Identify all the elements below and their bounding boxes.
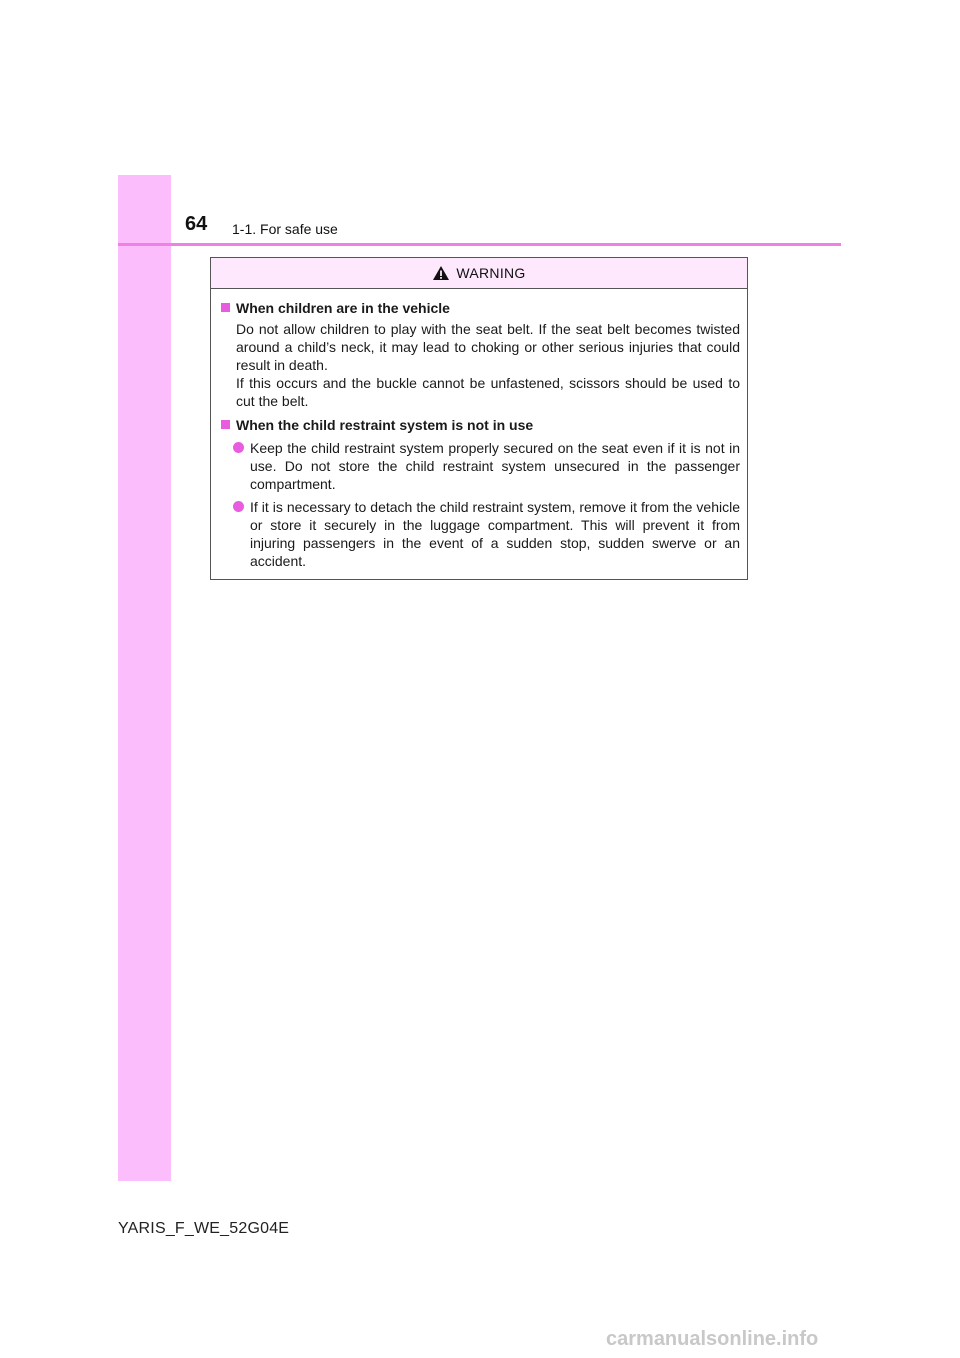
warning-title: WARNING	[456, 265, 526, 281]
section-heading	[218, 416, 740, 434]
section-title: 1-1. For safe use	[232, 221, 338, 237]
chapter-sidebar-tab	[118, 175, 171, 1181]
list-item-text: Keep the child restraint system properly secured on the seat even if it is not in use. Do not store the child restraint system unsecured in the passenger compartment.	[250, 440, 740, 492]
warning-body	[211, 289, 747, 570]
circle-bullet-icon	[233, 442, 244, 453]
warning-triangle-icon	[432, 265, 450, 281]
paragraph: Do not allow children to play with the seat belt. If the seat belt becomes twisted around a child’s neck, it may lead to choking or other serious injuries that could result in death.	[236, 321, 740, 373]
page-number: 64	[185, 213, 208, 235]
header-rule	[118, 243, 841, 246]
section-heading-text: When children are in the vehicle	[236, 300, 450, 316]
section-heading-text: When the child restraint system is not in use	[236, 417, 534, 433]
section-heading	[218, 299, 740, 317]
square-bullet-icon	[221, 303, 230, 312]
list-item	[218, 498, 740, 570]
square-bullet-icon	[221, 420, 230, 429]
warning-section-restraint-not-in-use	[218, 416, 740, 570]
document-code: YARIS_F_WE_52G04E	[118, 1220, 290, 1237]
warning-box	[210, 257, 748, 580]
list-item	[218, 439, 740, 493]
watermark: carmanualsonline.info	[606, 1328, 819, 1350]
circle-bullet-icon	[233, 501, 244, 512]
list-item-text: If it is necessary to detach the child restraint system, remove it from the vehicle or store it securely in the luggage compartment. This will prevent it from injuring passengers in the event of a sudden stop, sudden swerve or an accident.	[250, 499, 740, 569]
warning-header	[211, 258, 747, 289]
warning-section-children-in-vehicle	[218, 299, 740, 410]
paragraph: If this occurs and the buckle cannot be unfastened, scissors should be used to cut the belt.	[236, 375, 740, 409]
